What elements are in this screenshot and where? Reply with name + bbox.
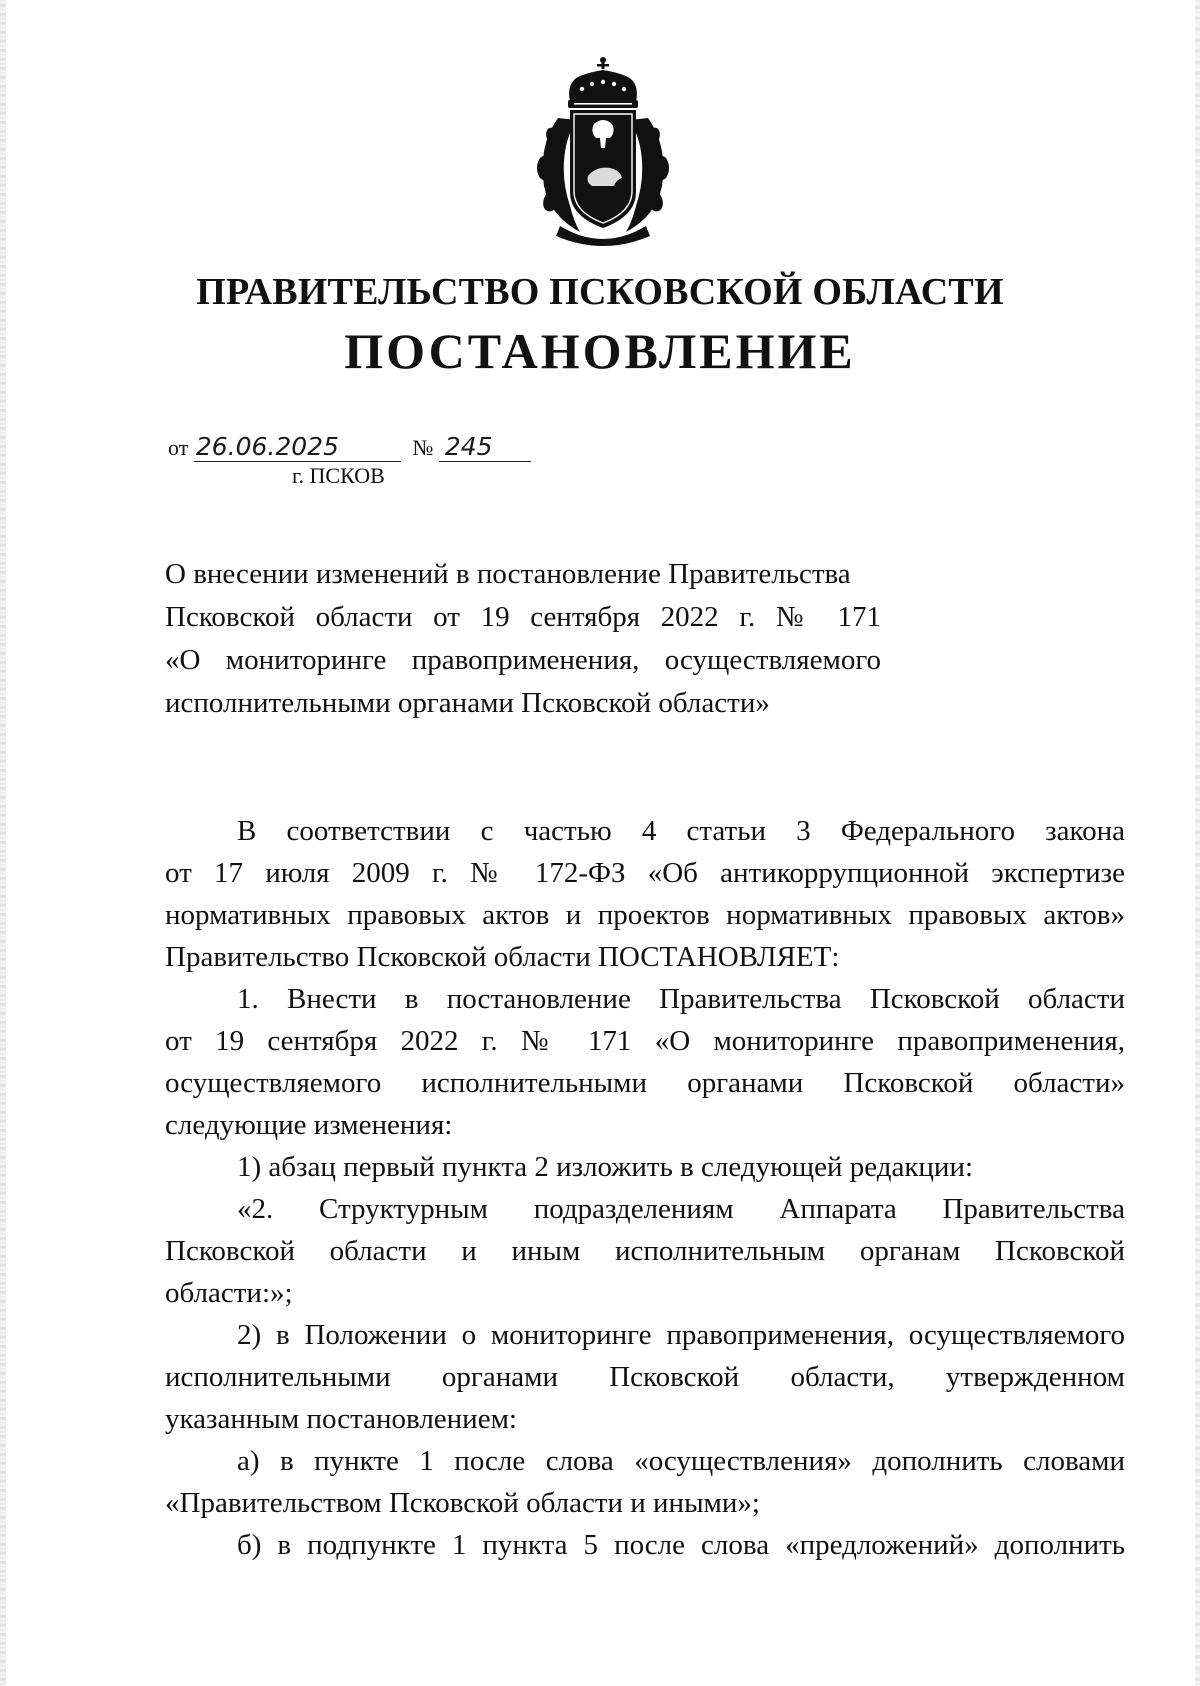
body-line: области:»; <box>165 1277 293 1309</box>
coat-of-arms-emblem <box>530 56 676 246</box>
subject-line: Псковской области от 19 сентября 2022 г. № 171 <box>165 601 881 633</box>
document-body <box>165 810 1125 1566</box>
subject-line: «О мониторинге правоприменения, осуществляемого <box>165 644 881 676</box>
number-field <box>439 432 531 462</box>
body-line: Псковской области и иным исполнительным органам Псковской <box>165 1235 1125 1267</box>
number-label: № <box>412 435 434 460</box>
body-line: осуществляемого исполнительными органами Псковской области» <box>165 1067 1125 1099</box>
date-field <box>194 432 401 462</box>
body-line: 2) в Положении о мониторинге правоприменения, осуществляемого <box>237 1319 1125 1351</box>
subject-line: О внесении изменений в постановление Правительства <box>165 558 851 590</box>
date-number-line <box>168 432 531 462</box>
body-line: б) в подпункте 1 пункта 5 после слова «предложений» дополнить <box>237 1529 1125 1561</box>
body-line: указанным постановлением: <box>165 1403 517 1435</box>
from-label: от <box>168 435 189 460</box>
body-line: нормативных правовых актов и проектов нормативных правовых актов» <box>165 899 1125 931</box>
body-line: «2. Структурным подразделениям Аппарата Правительства <box>237 1193 1125 1225</box>
body-line: а) в пункте 1 после слова «осуществления» дополнить словами <box>237 1445 1125 1477</box>
body-line: «Правительством Псковской области и иными»; <box>165 1487 760 1519</box>
document-subject-title <box>165 553 881 725</box>
city-label: г. ПСКОВ <box>292 463 385 488</box>
handwritten-number: 245 <box>444 432 493 461</box>
body-line: Правительство Псковской области ПОСТАНОВЛЯЕТ: <box>165 941 840 973</box>
handwritten-date: 26.06.2025 <box>195 432 339 461</box>
scan-edge-right <box>1195 0 1200 1686</box>
body-line: 1) абзац первый пункта 2 изложить в следующей редакции: <box>237 1151 974 1183</box>
body-line: В соответствии с частью 4 статьи 3 Федерального закона <box>237 815 1125 847</box>
document-type-title: ПОСТАНОВЛЕНИЕ <box>344 323 856 379</box>
organization-title: ПРАВИТЕЛЬСТВО ПСКОВСКОЙ ОБЛАСТИ <box>196 271 1004 313</box>
body-line: от 17 июля 2009 г. № 172-ФЗ «Об антикоррупционной экспертизе <box>165 857 1125 889</box>
subject-line: исполнительными органами Псковской области» <box>165 687 770 719</box>
body-line: следующие изменения: <box>165 1109 453 1141</box>
body-line: исполнительными органами Псковской области, утвержденном <box>165 1361 1125 1393</box>
body-line: от 19 сентября 2022 г. № 171 «О мониторинге правоприменения, <box>165 1025 1125 1057</box>
body-line: 1. Внести в постановление Правительства Псковской области <box>237 983 1125 1015</box>
scan-edge-left <box>0 0 6 1686</box>
